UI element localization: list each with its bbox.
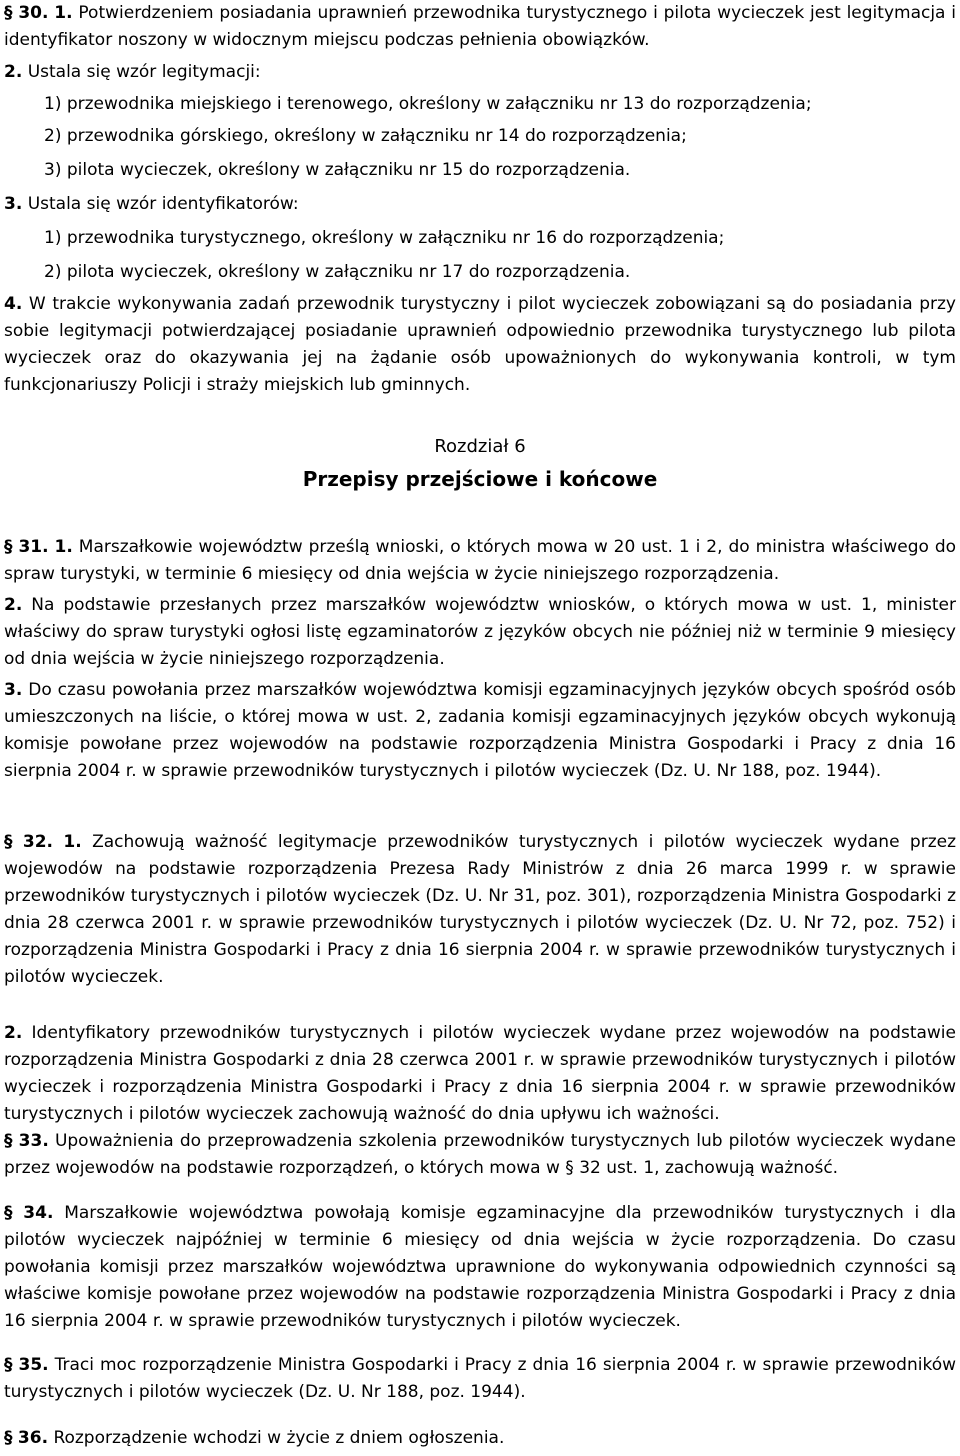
list-item: 2) pilota wycieczek, określony w załączniku nr 17 do rozporządzenia. — [44, 262, 631, 282]
paragraph-number: 1. — [54, 3, 73, 23]
section-sign: § — [4, 832, 13, 852]
paragraph-text: Traci moc rozporządzenie Ministra Gospodarki i Pracy z dnia 16 sierpnia 2004 r. w sprawie przewodników turystycznych i pilotów wycieczek (Dz. U. Nr 188, poz. 1944). — [4, 1355, 956, 1402]
paragraph-text: Marszałkowie województw prześlą wnioski, o których mowa w 20 ust. 1 i 2, do ministra właściwego do spraw turystyki, w terminie 6 miesięcy od dnia wejścia w życie niniejszego rozporządzenia. — [4, 537, 957, 584]
section-sign: § — [4, 1428, 13, 1448]
paragraph-text: Ustala się wzór identyfikatorów: — [27, 194, 299, 214]
paragraph-text: W trakcie wykonywania zadań przewodnik turystyczny i pilot wycieczek zobowiązani są do posiadania przy sobie legitymacji potwierdzającej posiadanie uprawnień odpowiednio przewodnika turystycznego lub pilota wycieczek oraz do okazywania jej na żądanie osób upoważnionych do wykonywania kontroli, w tym funkcjonariuszy Policji i straży miejskich lub gminnych. — [4, 294, 956, 395]
list-item: 2) przewodnika górskiego, określony w załączniku nr 14 do rozporządzenia; — [44, 126, 687, 146]
section-number: 30. — [18, 3, 49, 23]
paragraph-number: 3. — [4, 680, 23, 700]
paragraph-text: Na podstawie przesłanych przez marszałków województw wniosków, o których mowa w ust. 1, minister właściwy do spraw turystyki ogłosi listę egzaminatorów z języków obcych nie później niż w terminie 9 miesięcy od dnia wejścia w życie niniejszego rozporządzenia. — [4, 595, 957, 669]
section-sign: § — [4, 1203, 13, 1223]
s31-p2 — [4, 592, 956, 673]
section-number: 36. — [17, 1428, 49, 1448]
section-number: 35. — [18, 1355, 49, 1375]
section-number: 34. — [23, 1203, 54, 1223]
s36 — [4, 1425, 956, 1452]
s32-p1 — [4, 829, 956, 991]
section-number: 31. — [18, 537, 49, 557]
section-number: 32. — [22, 832, 54, 852]
section-sign: § — [4, 1131, 13, 1151]
chapter-title: Przepisy przejściowe i końcowe — [302, 467, 658, 491]
paragraph-text: Ustala się wzór legitymacji: — [27, 62, 261, 82]
s30-p4 — [4, 291, 956, 399]
s32-p2 — [4, 1020, 956, 1128]
list-item: 1) przewodnika miejskiego i terenowego, określony w załączniku nr 13 do rozporządzenia; — [44, 94, 812, 114]
list-item: 1) przewodnika turystycznego, określony w załączniku nr 16 do rozporządzenia; — [44, 228, 725, 248]
paragraph-number: 3. — [4, 194, 23, 214]
s30-p1 — [4, 0, 956, 54]
section-sign: § — [4, 3, 13, 23]
paragraph-text: Rozporządzenie wchodzi w życie z dniem ogłoszenia. — [53, 1428, 505, 1448]
s31-p3 — [4, 677, 956, 785]
paragraph-text: Potwierdzeniem posiadania uprawnień przewodnika turystycznego i pilota wycieczek jest legitymacja i identyfikator noszony w widocznym miejscu podczas pełnienia obowiązków. — [4, 3, 957, 50]
s30-p2 — [4, 59, 956, 86]
paragraph-text: Zachowują ważność legitymacje przewodników turystycznych i pilotów wycieczek wydane przez wojewodów na podstawie rozporządzenia Prezesa Rady Ministrów z dnia 26 marca 1999 r. w sprawie przewodników turystycznych i pilotów wycieczek (Dz. U. Nr 31, poz. 301), rozporządzenia Ministra Gospodarki z dnia 28 czerwca 2001 r. w sprawie przewodników turystycznych i pilotów wycieczek (Dz. U. Nr 72, poz. 752) i rozporządzenia Ministra Gospodarki i Pracy z dnia 16 sierpnia 2004 r. w sprawie przewodników turystycznych i pilotów wycieczek. — [4, 832, 956, 987]
list-item: 3) pilota wycieczek, określony w załączniku nr 15 do rozporządzenia. — [44, 160, 631, 180]
chapter-label: Rozdział 6 — [434, 436, 526, 457]
paragraph-text: Do czasu powołania przez marszałków województwa komisji egzaminacyjnych języków obcych spośród osób umieszczonych na liście, o której mowa w ust. 2, zadania komisji egzaminacyjnych języków obcych wykonują komisje powołane przez wojewodów na podstawie rozporządzenia Ministra Gospodarki i Pracy z dnia 16 sierpnia 2004 r. w sprawie przewodników turystycznych i pilotów wycieczek (Dz. U. Nr 188, poz. 1944). — [4, 680, 956, 781]
s31-p1 — [4, 534, 956, 588]
paragraph-text: Marszałkowie województwa powołają komisje egzaminacyjne dla przewodników turystycznych i dla pilotów wycieczek najpóźniej w terminie 6 miesięcy od dnia wejścia w życie rozporządzenia. Do czasu powołania komisji przez marszałków województwa uprawnione do wykonywania odpowiednich czynności są właściwe komisje powołane przez wojewodów na podstawie rozporządzenia Ministra Gospodarki i Pracy z dnia 16 sierpnia 2004 r. w sprawie przewodników turystycznych i pilotów wycieczek. — [4, 1203, 956, 1331]
paragraph-number: 2. — [4, 62, 23, 82]
section-number: 33. — [18, 1131, 49, 1151]
paragraph-number: 1. — [54, 537, 73, 557]
section-sign: § — [4, 1355, 13, 1375]
s30-p3 — [4, 191, 956, 218]
s34 — [4, 1200, 956, 1335]
paragraph-number: 2. — [4, 1023, 23, 1043]
paragraph-text: Identyfikatory przewodników turystycznych i pilotów wycieczek wydane przez wojewodów na podstawie rozporządzenia Ministra Gospodarki z dnia 28 czerwca 2001 r. w sprawie przewodników turystycznych i pilotów wycieczek i rozporządzenia Ministra Gospodarki i Pracy z dnia 16 sierpnia 2004 r. w sprawie przewodników turystycznych i pilotów wycieczek zachowują ważność do dnia upływu ich ważności. — [4, 1023, 956, 1124]
paragraph-number: 2. — [4, 595, 23, 615]
paragraph-number: 4. — [4, 294, 23, 314]
paragraph-text: Upoważnienia do przeprowadzenia szkolenia przewodników turystycznych lub pilotów wycieczek wydane przez wojewodów na podstawie rozporządzeń, o których mowa w § 32 ust. 1, zachowują ważność. — [4, 1131, 957, 1178]
paragraph-number: 1. — [63, 832, 82, 852]
s33 — [4, 1128, 956, 1182]
s35 — [4, 1352, 956, 1406]
section-sign: § — [4, 537, 13, 557]
